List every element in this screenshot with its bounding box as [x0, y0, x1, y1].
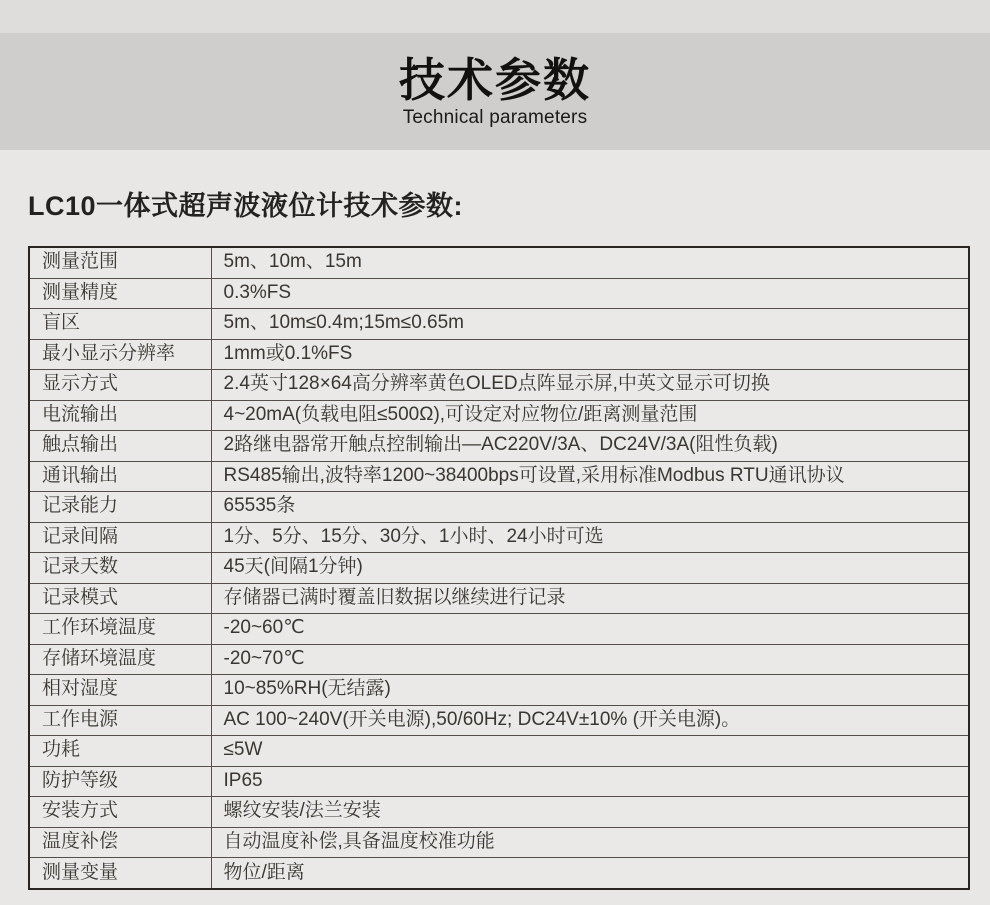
- table-row: [29, 461, 969, 492]
- param-label-cell: 记录能力: [29, 492, 211, 523]
- param-label-cell: 最小显示分辨率: [29, 339, 211, 370]
- table-row: [29, 278, 969, 309]
- param-value-cell: 4~20mA(负载电阻≤500Ω),可设定对应物位/距离测量范围: [211, 400, 969, 431]
- param-value-cell: IP65: [211, 766, 969, 797]
- param-label-cell: 温度补偿: [29, 827, 211, 858]
- spec-table: [28, 246, 970, 890]
- param-value-cell: 2.4英寸128×64高分辨率黄色OLED点阵显示屏,中英文显示可切换: [211, 370, 969, 401]
- param-label-cell: 存储环境温度: [29, 644, 211, 675]
- param-value-cell: 螺纹安装/法兰安装: [211, 797, 969, 828]
- table-row: [29, 858, 969, 889]
- page-title: 技术参数: [399, 53, 591, 106]
- param-value-cell: 10~85%RH(无结露): [211, 675, 969, 706]
- table-row: [29, 614, 969, 645]
- param-label-cell: 盲区: [29, 309, 211, 340]
- top-strip: [0, 0, 990, 33]
- param-value-cell: -20~60℃: [211, 614, 969, 645]
- param-label-cell: 安装方式: [29, 797, 211, 828]
- param-label-cell: 显示方式: [29, 370, 211, 401]
- table-row: [29, 583, 969, 614]
- param-value-cell: RS485输出,波特率1200~38400bps可设置,采用标准Modbus RTU通讯协议: [211, 461, 969, 492]
- param-label-cell: 工作电源: [29, 705, 211, 736]
- param-value-cell: 存储器已满时覆盖旧数据以继续进行记录: [211, 583, 969, 614]
- table-row: [29, 675, 969, 706]
- param-label-cell: 测量变量: [29, 858, 211, 889]
- param-value-cell: 65535条: [211, 492, 969, 523]
- param-label-cell: 触点输出: [29, 431, 211, 462]
- section-heading: LC10一体式超声波液位计技术参数:: [28, 191, 464, 221]
- table-row: [29, 827, 969, 858]
- param-value-cell: 0.3%FS: [211, 278, 969, 309]
- title-band: [0, 33, 990, 150]
- table-row: [29, 492, 969, 523]
- table-row: [29, 736, 969, 767]
- param-label-cell: 通讯输出: [29, 461, 211, 492]
- table-row: [29, 247, 969, 278]
- param-label-cell: 工作环境温度: [29, 614, 211, 645]
- table-row: [29, 766, 969, 797]
- param-label-cell: 相对湿度: [29, 675, 211, 706]
- page-subtitle: Technical parameters: [402, 107, 588, 129]
- param-label-cell: 测量精度: [29, 278, 211, 309]
- table-row: [29, 339, 969, 370]
- param-label-cell: 记录天数: [29, 553, 211, 584]
- param-value-cell: 1mm或0.1%FS: [211, 339, 969, 370]
- table-row: [29, 644, 969, 675]
- param-value-cell: ≤5W: [211, 736, 969, 767]
- param-value-cell: 45天(间隔1分钟): [211, 553, 969, 584]
- table-row: [29, 522, 969, 553]
- table-row: [29, 431, 969, 462]
- param-value-cell: 物位/距离: [211, 858, 969, 889]
- param-value-cell: 1分、5分、15分、30分、1小时、24小时可选: [211, 522, 969, 553]
- table-row: [29, 370, 969, 401]
- param-label-cell: 电流输出: [29, 400, 211, 431]
- table-row: [29, 797, 969, 828]
- table-row: [29, 400, 969, 431]
- param-value-cell: 5m、10m≤0.4m;15m≤0.65m: [211, 309, 969, 340]
- param-value-cell: AC 100~240V(开关电源),50/60Hz; DC24V±10% (开关电源)。: [211, 705, 969, 736]
- table-row: [29, 309, 969, 340]
- param-label-cell: 测量范围: [29, 247, 211, 278]
- param-label-cell: 功耗: [29, 736, 211, 767]
- spec-table-body: [29, 247, 969, 889]
- param-value-cell: 2路继电器常开触点控制输出—AC220V/3A、DC24V/3A(阻性负载): [211, 431, 969, 462]
- param-value-cell: 自动温度补偿,具备温度校准功能: [211, 827, 969, 858]
- param-value-cell: 5m、10m、15m: [211, 247, 969, 278]
- param-value-cell: -20~70℃: [211, 644, 969, 675]
- param-label-cell: 记录模式: [29, 583, 211, 614]
- table-row: [29, 705, 969, 736]
- param-label-cell: 记录间隔: [29, 522, 211, 553]
- table-row: [29, 553, 969, 584]
- param-label-cell: 防护等级: [29, 766, 211, 797]
